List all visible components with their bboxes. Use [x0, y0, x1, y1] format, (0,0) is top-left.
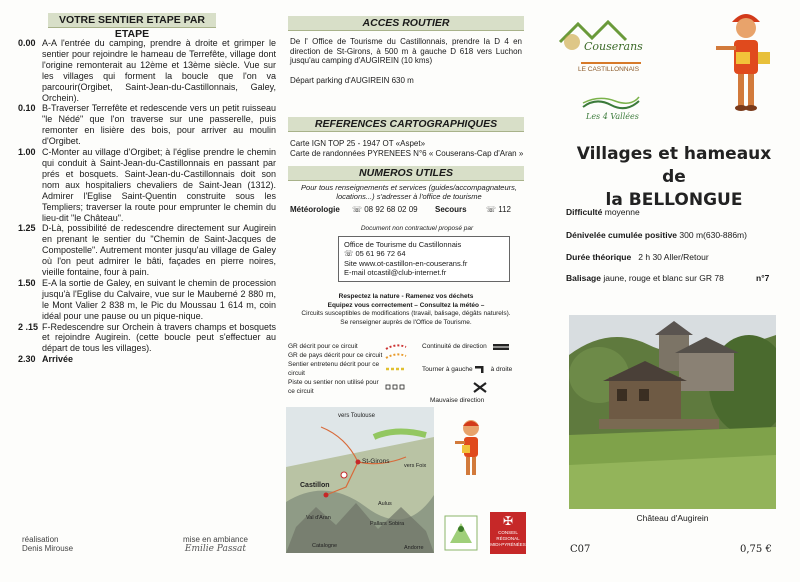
sentier-marker-icon	[384, 365, 408, 373]
mascot-figure	[714, 8, 778, 118]
occitan-cross-icon: ✠	[502, 514, 514, 528]
secours-label: Secours	[435, 205, 467, 214]
map-label-pallars: Pallars Sobira	[370, 521, 405, 527]
respect-line-3: Circuits susceptibles de modifications (travail, balisage, dégâts naturels).	[301, 310, 511, 317]
legend-text: GR de pays décrit pour ce circuit	[288, 352, 383, 359]
credit-label: réalisation	[22, 535, 59, 544]
step-3	[18, 223, 276, 278]
office-box	[338, 236, 510, 282]
location-map	[286, 407, 434, 553]
secours-number: 112	[498, 205, 511, 214]
office-phone: 05 61 96 72 64	[355, 249, 406, 259]
step-time: 2.30	[18, 354, 36, 365]
numeros-intro: Pour tous renseignements et services (guides/accompagnateurs, locations...) s'adresser à l'office de tourisme	[301, 183, 517, 201]
title-line-1: Villages et hameaux de	[576, 144, 772, 187]
step-text: B-Traverser Terrefête et redescende vers un petit ruisseau "le Nédé" que l'on traverse sur une passerelle, puis remonter en lisière des bois, pour arriver au moulin d'Orgibet.	[42, 103, 276, 147]
steps-list	[18, 38, 276, 365]
continuity-mark-icon	[491, 343, 513, 351]
legend-sentier	[288, 360, 528, 378]
legend-text: Piste ou sentier non utilisé pour ce circuit	[288, 379, 379, 395]
info-value: jaune, rouge et blanc sur GR 78	[603, 273, 724, 283]
vallees-logo: Les 4 Vallées	[586, 112, 639, 121]
respect-line-1: Respectez la nature - Ramenez vos déchets	[338, 293, 474, 300]
access-text: De l' Office de Tourisme du Castillonnais, prendre la D 4 en direction de St-Girons, à 500 m à gauche D 618 vers Luchon jusqu'au camping d'AUGIREIN (10 kms)	[290, 37, 522, 66]
brochure-price: 0,75 €	[740, 544, 772, 555]
step-2	[18, 147, 276, 223]
castillonnais-rule	[581, 62, 641, 64]
step-text: A-A l'entrée du camping, prendre à droite et grimper le sentier pour rejoindre le hameau de Terrefête, village dont l'origine remonterait au 12ème et 13ème siècle. Vue sur les villages qui forment la boucle que l'on va parcourir(Orgibet, Saint-Jean-du-Castillonnais, Galey, Orchein).	[42, 38, 276, 103]
respect-line-4: Se renseigner auprès de l'Office de Tourisme.	[340, 318, 472, 326]
legend-grpays	[288, 351, 528, 360]
meteo-label: Météorologie	[290, 205, 340, 214]
piste-marker-icon	[384, 383, 408, 391]
couserans-text: Couserans	[584, 40, 643, 53]
map-label-andorre: Andorre	[404, 545, 424, 551]
map-graphic	[286, 407, 434, 553]
couserans-logo	[556, 16, 676, 56]
secours-row	[486, 205, 511, 215]
legend-text: Tourner à gauche	[422, 365, 473, 373]
info-label: Balisage	[566, 273, 601, 283]
step-4	[18, 278, 276, 322]
wrong-way-icon	[472, 381, 488, 393]
map-label-toulouse: vers Toulouse	[338, 413, 375, 419]
step-text: Arrivée	[42, 354, 74, 365]
info-value: moyenne	[604, 207, 640, 217]
carto-line-2: Carte de randonnées PYRENEES N°6 « Couserans-Cap d'Aran »	[290, 149, 524, 158]
legend-piste	[288, 378, 528, 396]
grpays-marker-icon	[384, 352, 408, 360]
info-label: Durée théorique	[566, 252, 632, 262]
step-0	[18, 38, 276, 103]
office-phone-row	[344, 249, 504, 258]
step-time: 2 .15	[18, 321, 39, 332]
phone-icon: ☏	[486, 205, 499, 214]
step-time: 1.25	[18, 223, 36, 234]
route-number: n°7	[756, 273, 770, 283]
map-label-stgirons: St-Girons	[362, 458, 390, 465]
step-6	[18, 354, 276, 365]
cover-column	[536, 0, 800, 582]
info-label: Difficulté	[566, 207, 603, 217]
gr-marker-icon	[384, 343, 408, 351]
step-text: F-Redescendre sur Orchein à travers champs et bosquets et rejoindre Augirein. (cette boucle peut s'effectuer au départ de tous les villages).	[42, 321, 276, 354]
phone-icon: ☏	[352, 205, 365, 214]
region-logo-line: RÉGIONAL	[496, 536, 520, 541]
legend-text: GR décrit pour ce circuit	[288, 343, 358, 350]
meteo-number: 08 92 68 02 09	[364, 205, 418, 214]
castillonnais-logo: LE CASTILLONNAIS	[578, 66, 640, 73]
info-label: Dénivelée cumulée positive	[566, 230, 678, 240]
meteo-row	[352, 205, 418, 215]
duree-row	[566, 252, 709, 262]
brochure-code: C07	[570, 544, 591, 555]
map-label-castillon: Castillon	[300, 482, 330, 489]
chateau-photo	[569, 315, 776, 509]
legend-text: Mauvaise direction	[430, 397, 485, 404]
steps-header: VOTRE SENTIER ETAPE PAR ETAPE	[48, 13, 216, 28]
info-value: 2 h 30 Aller/Retour	[638, 252, 709, 262]
info-column	[282, 0, 536, 582]
depart-text: Départ parking d'AUGIREIN 630 m	[290, 76, 414, 85]
region-logo-line: MIDI-PYRÉNÉES	[490, 542, 526, 547]
legend-gr	[288, 342, 528, 351]
carto-header: REFERENCES CARTOGRAPHIQUES	[288, 117, 524, 132]
step-5	[18, 322, 276, 355]
denivele-row	[566, 230, 747, 240]
step-text: C-Monter au village d'Orgibet; à l'église prendre le chemin qui conduit à Saint-Jean-du-Castillonnais en passant par prés et bosquets. Saint-Jean-du-Castillonnais doit son nom aux hospitaliers chevaliers de Saint-Jean (1312). Admirer l'Eglise Saint-Quentin construite sous les Templiers; traverser la route pour emprunter le chemin du lieu-dit "le Château".	[42, 147, 276, 223]
map-label-aran: Val d'Aran	[306, 515, 331, 521]
ambiance-name: Emilie Passat	[184, 544, 247, 554]
step-time: 1.50	[18, 277, 36, 288]
office-name: Office de Tourisme du Castillonnais	[344, 240, 462, 249]
ambiance-label: mise en ambiance	[183, 535, 248, 544]
steps-column	[0, 0, 282, 582]
legend-text: Sentier entretenu décrit pour ce circuit	[288, 361, 380, 377]
respect-block	[286, 293, 526, 327]
legend-text: à droite	[490, 365, 513, 373]
ambiance-block	[183, 535, 248, 554]
difficulte-row	[566, 207, 640, 217]
office-email[interactable]: E-mail otcastil@club-internet.fr	[344, 268, 447, 278]
step-text: E-A la sortie de Galey, en suivant le chemin de procession jusqu'à l'Eglise du Calvaire, vue sur le Mauberné 2 880 m, le Mont Valier 2 838 m, le Pic du Moussau 1 614 m, coin idéal pour une pause ou un pique-nique.	[42, 277, 276, 321]
photo-caption: Château d'Augirein	[636, 513, 709, 523]
carto-line-1: Carte IGN TOP 25 - 1947 OT «Aspet»	[290, 139, 426, 148]
step-text: D-Là, possibilité de redescendre directement sur Augirein en prenant le sentier du "Chemin de Saint-Jacques de Compostelle". Autrement monter jusqu'au village de Galey où l'on peut admirer le bâti, façades en pierre noires, vieille fontaine, four à pain.	[42, 223, 276, 278]
mascot-figure	[452, 415, 490, 483]
hiking-label-icon	[444, 515, 478, 551]
office-site[interactable]: Site www.ot-castillon-en-couserans.fr	[344, 258, 468, 268]
credit-name: Denis Mirouse	[22, 544, 74, 553]
region-logo-line: CONSEIL	[498, 530, 518, 535]
map-label-aulus: Aulus	[378, 501, 392, 507]
route-title	[566, 143, 782, 212]
vallees-logo-graphic	[581, 95, 641, 111]
map-label-foix: vers Foix	[404, 463, 427, 469]
info-value: 300 m(630-886m)	[679, 230, 747, 240]
phone-icon: ☏	[344, 249, 356, 259]
step-1	[18, 103, 276, 147]
region-logo	[490, 512, 526, 554]
title-line-2: la BELLONGUE	[605, 190, 743, 210]
trail-legend	[288, 342, 528, 405]
balisage-row	[566, 273, 766, 283]
legend-text: Continuité de direction	[422, 343, 487, 350]
numeros-header: NUMEROS UTILES	[288, 166, 524, 181]
credit-block	[22, 535, 73, 553]
access-header: ACCES ROUTIER	[288, 16, 524, 31]
legend-mauvaise	[288, 396, 528, 405]
chateau-image	[569, 315, 776, 509]
step-time: 0.10	[18, 103, 36, 114]
respect-line-2: Equipez vous correctement – Consultez la météo –	[327, 301, 485, 309]
map-label-catalogne: Catalogne	[312, 543, 338, 549]
doc-note: Document non contractuel proposé par	[360, 225, 474, 232]
turn-mark-icon	[473, 365, 491, 374]
step-time: 1.00	[18, 147, 36, 158]
step-time: 0.00	[18, 38, 36, 48]
